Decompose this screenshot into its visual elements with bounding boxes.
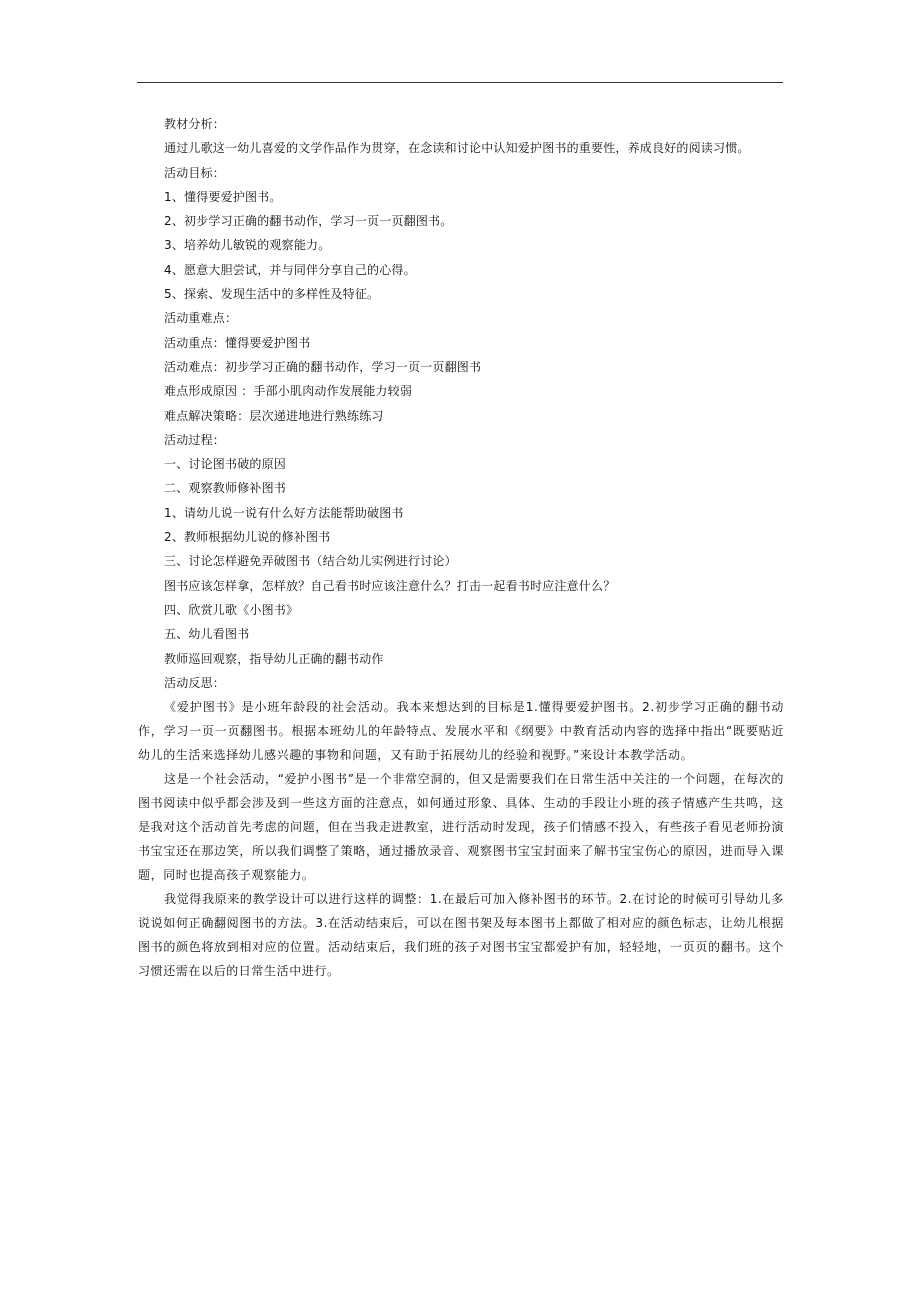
reflection-paragraph: 《爱护图书》是小班年龄段的社会活动。我本来想达到的目标是1.懂得要爱护图书。2.初步学习正确的翻书动作，学习一页一页翻图书。根据本班幼儿的年龄特点、发展水平和《纲要》中教育活动内容的选择中指出“既要贴近幼儿的生活来选择幼儿感兴趣的事物和问题，又有助于拓展幼儿的经验和视野。”来设计本教学活动。 xyxy=(138,700,784,763)
list-item: 四、欣赏儿歌《小图书》 xyxy=(164,602,299,617)
document-body xyxy=(138,112,785,983)
reflection-section xyxy=(138,695,784,983)
header-rule xyxy=(137,82,783,83)
list-item: 1、懂得要爱护图书。 xyxy=(164,189,282,204)
list-item: 五、幼儿看图书 xyxy=(164,627,250,642)
reflection-paragraph: 这是一个社会活动，“爱护小图书”是一个非常空洞的，但又是需要我们在日常生活中关注的一个问题，在每次的图书阅读中似乎都会涉及到一些这方面的注意点，如何通过形象、具体、生动的手段让小班的孩子情感产生共鸣，这是我对这个活动首先考虑的问题，但在当我走进教室，进行活动时发现，孩子们情感不投入，有些孩子看见老师扮演书宝宝还在那边笑，所以我们调整了策略，通过播放录音、观察图书宝宝封面来了解书宝宝伤心的原因，进而导入课题，同时也提高孩子观察能力。 xyxy=(138,772,785,883)
text-line: 难点形成原因 ：手部小肌肉动作发展能力较弱 xyxy=(164,384,413,399)
list-item: 4、愿意大胆尝试，并与同伴分享自己的心得。 xyxy=(164,262,416,277)
section-heading: 教材分析： xyxy=(164,117,226,131)
list-item: 一、讨论图书破的原因 xyxy=(164,457,287,472)
section-heading: 活动反思： xyxy=(164,675,226,690)
section-heading: 活动目标： xyxy=(164,165,226,180)
list-item: 5、探索、发现生活中的多样性及特征。 xyxy=(164,287,380,302)
list-item: 2、教师根据幼儿说的修补图书 xyxy=(164,530,331,545)
text-line: 通过儿歌这一幼儿喜爱的文学作品作为贯穿，在念读和讨论中认知爱护图书的重要性，养成良好的阅读习惯。 xyxy=(164,141,750,156)
text-line: 图书应该怎样拿，怎样放？自己看书时应该注意什么？打击一起看书时应注意什么？ xyxy=(164,578,616,593)
list-item: 2、初步学习正确的翻书动作，学习一页一页翻图书。 xyxy=(164,214,453,229)
list-item: 三、讨论怎样避免弄破图书（结合幼儿实例进行讨论） xyxy=(164,554,457,569)
list-item: 1、请幼儿说一说有什么好方法能帮助破图书 xyxy=(164,505,404,520)
text-line: 活动重点：懂得要爱护图书 xyxy=(164,335,311,350)
text-line: 活动难点：初步学习正确的翻书动作，学习一页一页翻图书 xyxy=(164,359,482,374)
text-line: 难点解决策略：层次递进地进行熟练练习 xyxy=(164,408,384,423)
reflection-paragraph: 我觉得我原来的教学设计可以进行这样的调整：1.在最后可加入修补图书的环节。2.在讨论的时候可引导幼儿多说说如何正确翻阅图书的方法。3.在活动结束后，可以在图书架及每本图书上都做了相对应的颜色标志，让幼儿根据图书的颜色将放到相对应的位置。活动结束后，我们班的孩子对图书宝宝都爱护有加，轻轻地，一页页的翻书。这个习惯还需在以后的日常生活中进行。 xyxy=(138,892,784,979)
section-heading: 活动过程： xyxy=(164,432,226,447)
list-item: 3、培养幼儿敏锐的观察能力。 xyxy=(164,238,331,253)
text-line: 教师巡回观察，指导幼儿正确的翻书动作 xyxy=(164,651,384,666)
list-item: 二、观察教师修补图书 xyxy=(164,481,287,496)
section-heading: 活动重难点： xyxy=(164,311,238,326)
